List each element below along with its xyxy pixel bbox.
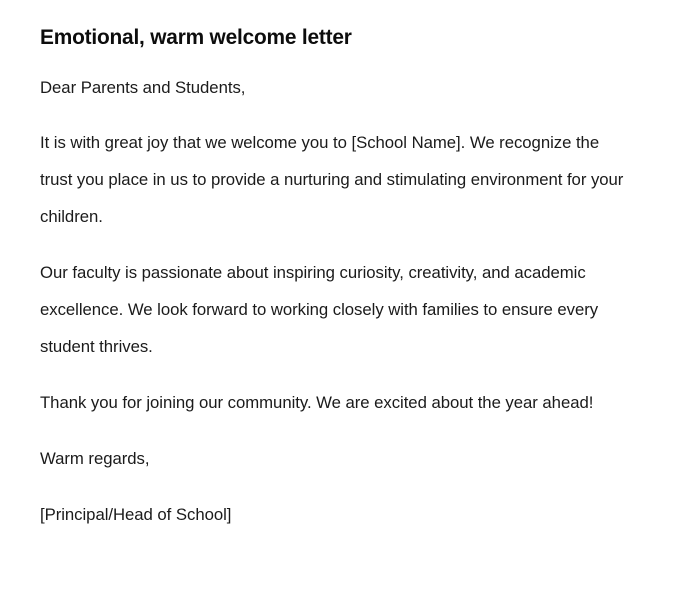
letter-closing: Warm regards, [40, 449, 150, 468]
letter-signature: [Principal/Head of School] [40, 505, 232, 524]
letter-paragraph: Our faculty is passionate about inspiring curiosity, creativity, and academic excellence. We look forward to working closely with families to ensure every student thrives. [40, 263, 599, 356]
letter-salutation: Dear Parents and Students, [40, 78, 246, 97]
letter-paragraph: Thank you for joining our community. We are excited about the year ahead! [40, 393, 594, 412]
letter-paragraph: It is with great joy that we welcome you to [School Name]. We recognize the trust you place in us to provide a nurturing and stimulating environment for your children. [40, 133, 624, 226]
letter-body [40, 69, 640, 533]
page-title: Emotional, warm welcome letter [40, 25, 352, 49]
